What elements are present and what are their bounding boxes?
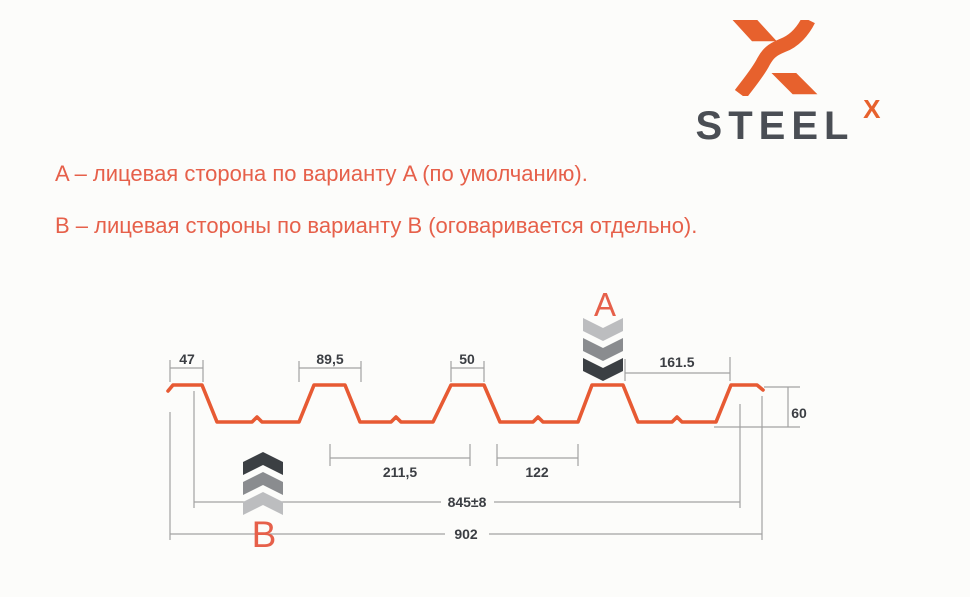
brand-x-mark: X [863,94,881,124]
dimension-211-5-lines [330,444,470,466]
dimension-845: 845±8 [447,494,487,510]
chevron-up-mid-icon [243,472,283,495]
dimension-122: 122 [525,464,549,480]
dimension-89-5: 89,5 [316,351,344,367]
dimension-161-5: 161.5 [659,354,695,370]
side-b-chevrons [243,452,283,515]
side-b-label: B [251,514,277,555]
side-a-label: A [593,286,617,323]
chevron-up-dark-icon [243,452,283,475]
profile-outline [168,385,763,422]
dimension-50: 50 [459,351,475,367]
chevron-down-dark-icon [583,358,623,381]
dimension-60: 60 [791,405,807,421]
brand-name: STEEL [695,104,855,148]
dimension-47: 47 [179,351,195,367]
chevron-up-light-icon [243,492,283,515]
dimension-211-5: 211,5 [382,464,418,480]
chevron-down-mid-icon [583,338,623,361]
note-variant-b: B – лицевая стороны по варианту B (оговаривается отдельно). [55,213,698,238]
side-a-chevrons [583,318,623,381]
note-variant-a: A – лицевая сторона по варианту A (по умолчанию). [55,161,588,186]
dimension-122-lines [497,444,578,466]
dimension-902: 902 [454,526,478,542]
